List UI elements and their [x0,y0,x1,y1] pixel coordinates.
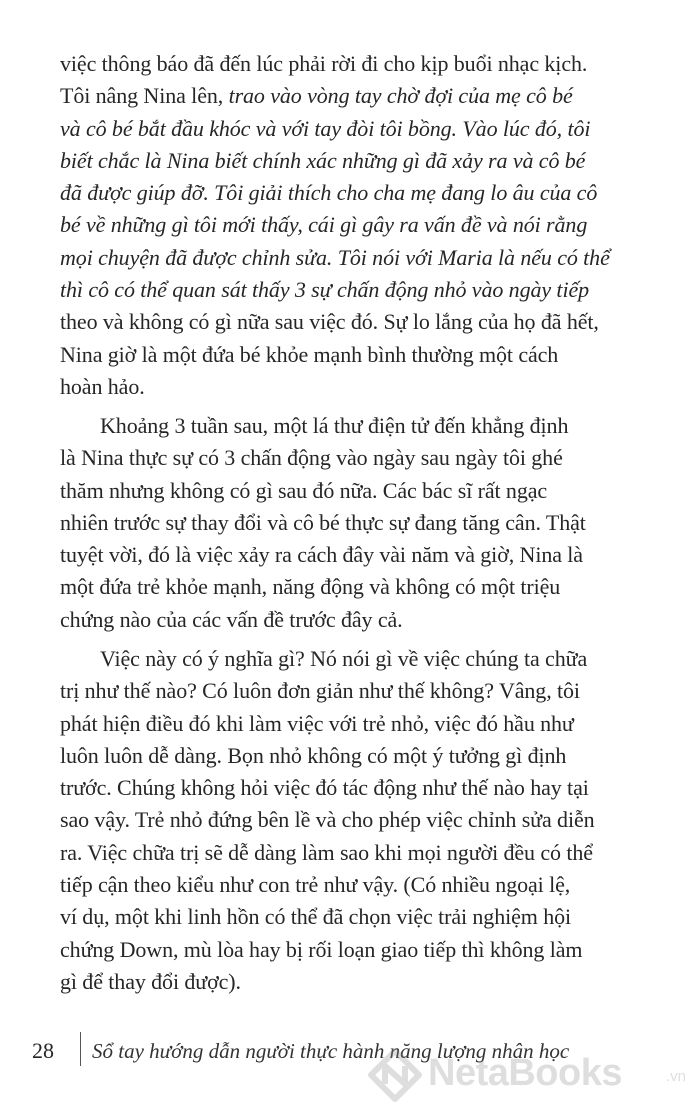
text-line [60,643,680,675]
text-line [60,966,680,998]
running-book-title: Sổ tay hướng dẫn người thực hành năng lượng nhân học [92,1039,570,1063]
text-run: gì để thay đổi được). [60,968,241,994]
text-line [60,934,680,966]
text-run: trước. Chúng không hỏi việc đó tác động như thế nào hay tại [60,775,589,801]
text-line [60,274,680,306]
italic-text-run: thì cô có thể quan sát thấy 3 sự chấn động nhỏ vào ngày tiếp [60,277,590,303]
text-line [60,113,680,145]
text-line [60,339,680,371]
text-run: ví dụ, một khi linh hồn có thể đã chọn việc trải nghiệm hội [60,904,572,930]
watermark-brand-text: NetaBooks [428,1052,622,1094]
text-run: một đứa trẻ khỏe mạnh, năng động và không có một triệu [60,574,561,600]
paragraph-meaning [60,643,680,998]
text-run: trị như thế nào? Có luôn đơn giản như thế không? Vâng, tôi [60,678,580,704]
text-line [60,306,680,338]
text-line [60,772,680,804]
text-line [60,604,680,636]
text-run: tuyệt vời, đó là việc xảy ra cách đây vài năm và giờ, Nina là [60,542,583,568]
text-run: Tôi nâng Nina lên, [60,83,229,109]
text-line [60,80,680,112]
text-line [60,177,680,209]
text-line [60,209,680,241]
text-line [60,539,680,571]
footer-divider [80,1032,81,1066]
paragraph-email-confirmation [60,410,680,636]
text-run: nhiên trước sự thay đổi và cô bé thực sự đang tăng cân. Thật [60,509,586,535]
text-line [60,804,680,836]
netabooks-watermark [366,1042,696,1106]
text-run: theo và không có gì nữa sau việc đó. Sự lo lắng của họ đã hết, [60,309,599,335]
text-run: việc thông báo đã đến lúc phải rời đi cho kịp buổi nhạc kịch. [60,51,588,76]
paragraph-continuation [60,48,680,403]
text-line [60,442,680,474]
text-line [60,145,680,177]
text-line [60,475,680,507]
text-line [60,242,680,274]
text-run: Nina giờ là một đứa bé khỏe mạnh bình thường một cách [60,341,559,367]
text-line [60,410,680,442]
text-line [60,48,680,80]
watermark-domain-suffix: .vn [666,1068,687,1085]
italic-text-run: và cô bé bắt đầu khóc và với tay đòi tôi bồng. Vào lúc đó, tôi [60,115,591,141]
text-run: tiếp cận theo kiểu như con trẻ như vậy. (Có nhiều ngoại lệ, [60,872,571,898]
text-run: phát hiện điều đó khi làm việc với trẻ nhỏ, việc đó hầu như [60,710,574,736]
text-line [60,869,680,901]
text-run: Khoảng 3 tuần sau, một lá thư điện tử đến khẳng định [100,413,569,438]
text-line [60,837,680,869]
text-line [60,371,680,403]
text-line [60,675,680,707]
text-line [60,708,680,740]
italic-text-run: biết chắc là Nina biết chính xác những gì đã xảy ra và cô bé [60,147,586,173]
text-run: Việc này có ý nghĩa gì? Nó nói gì về việc chúng ta chữa [100,646,588,671]
italic-text-run: trao vào vòng tay chờ đợi của mẹ cô bé [228,83,573,109]
italic-text-run: mọi chuyện đã được chỉnh sửa. Tôi nói với Maria là nếu có thể [60,244,610,270]
netabooks-logo-icon [366,1046,424,1104]
text-line [60,571,680,603]
text-run: ra. Việc chữa trị sẽ dễ dàng làm sao khi mọi người đều có thể [60,839,593,865]
italic-text-run: đã được giúp đỡ. Tôi giải thích cho cha mẹ đang lo âu của cô [60,180,598,206]
text-line [60,901,680,933]
text-run: chứng nào của các vấn đề trước đây cả. [60,606,403,632]
text-run: thăm nhưng không có gì sau đó nữa. Các bác sĩ rất ngạc [60,477,548,503]
text-line [60,507,680,539]
text-run: chứng Down, mù lòa hay bị rối loạn giao tiếp thì không làm [60,936,583,962]
text-run: là Nina thực sự có 3 chấn động vào ngày sau ngày tôi ghé [60,445,563,471]
italic-text-run: bé về những gì tôi mới thấy, cái gì gây ra vấn đề và nói rằng [60,212,588,238]
page-number: 28 [32,1038,54,1063]
text-run: sao vậy. Trẻ nhỏ đứng bên lề và cho phép việc chỉnh sửa diễn [60,807,595,833]
text-run: hoàn hảo. [60,373,145,399]
text-run: luôn luôn dễ dàng. Bọn nhỏ không có một ý tưởng gì định [60,742,567,768]
text-line [60,740,680,772]
